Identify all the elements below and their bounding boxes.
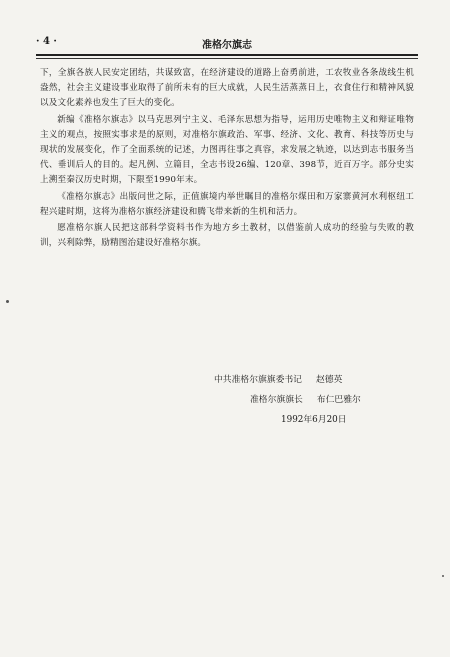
signature-date: 1992年6月20日 xyxy=(281,415,347,425)
paragraph-wish: 愿准格尔旗人民把这部科学资料书作为地方乡土教材，以借鉴前人成功的经验与失败的教训，兴利除弊，励精图治建设好准格尔旗。 xyxy=(40,223,414,249)
signature-line-secretary xyxy=(214,370,342,390)
header-rule-thin xyxy=(36,58,418,59)
signer-name: 赵德英 xyxy=(315,375,343,385)
scan-speck xyxy=(6,300,9,303)
signer-name: 布仁巴雅尔 xyxy=(316,395,361,405)
body-text xyxy=(40,66,414,252)
header-rule-thick xyxy=(36,54,418,56)
running-title: 准格尔旗志 xyxy=(202,40,252,51)
signer-title: 准格尔旗旗长 xyxy=(250,395,303,405)
page-number: · 4 · xyxy=(36,36,57,47)
scan-speck xyxy=(442,575,444,577)
paragraph-continuation: 下，全旗各族人民安定团结，共谋致富，在经济建设的道路上奋勇前进，工农牧业各条战线生机盎然，社会主义建设事业取得了前所未有的巨大成就，人民生活蒸蒸日上，衣食住行和精神风貌以及文化素养也发生了巨大的变化。 xyxy=(40,68,414,109)
page-header xyxy=(36,36,418,52)
paragraph-publication: 《准格尔旗志》出版问世之际，正值旗境内举世瞩目的准格尔煤田和万家寨黄河水利枢纽工程兴建时期，这将为准格尔旗经济建设和腾飞带来新的生机和活力。 xyxy=(40,191,414,217)
signer-title: 中共准格尔旗旗委书记 xyxy=(214,375,302,385)
paragraph-compilation: 新编《准格尔旗志》以马克思列宁主义、毛泽东思想为指导，运用历史唯物主义和辩证唯物主义的观点，按照实事求是的原则，对准格尔旗政治、军事、经济、文化、教育、科技等历史与现状的发展变化，作了全面系统的记述，力图再往事之真容，求发展之轨迹，以达到志书服务当代、垂训后人的目的。起凡例、立篇目，全志书设26编、120章、398节，近百万字。部分史实上溯至秦汉历史时期，下限至1990年末。 xyxy=(40,114,414,186)
signature-line-banner-head xyxy=(250,390,361,410)
